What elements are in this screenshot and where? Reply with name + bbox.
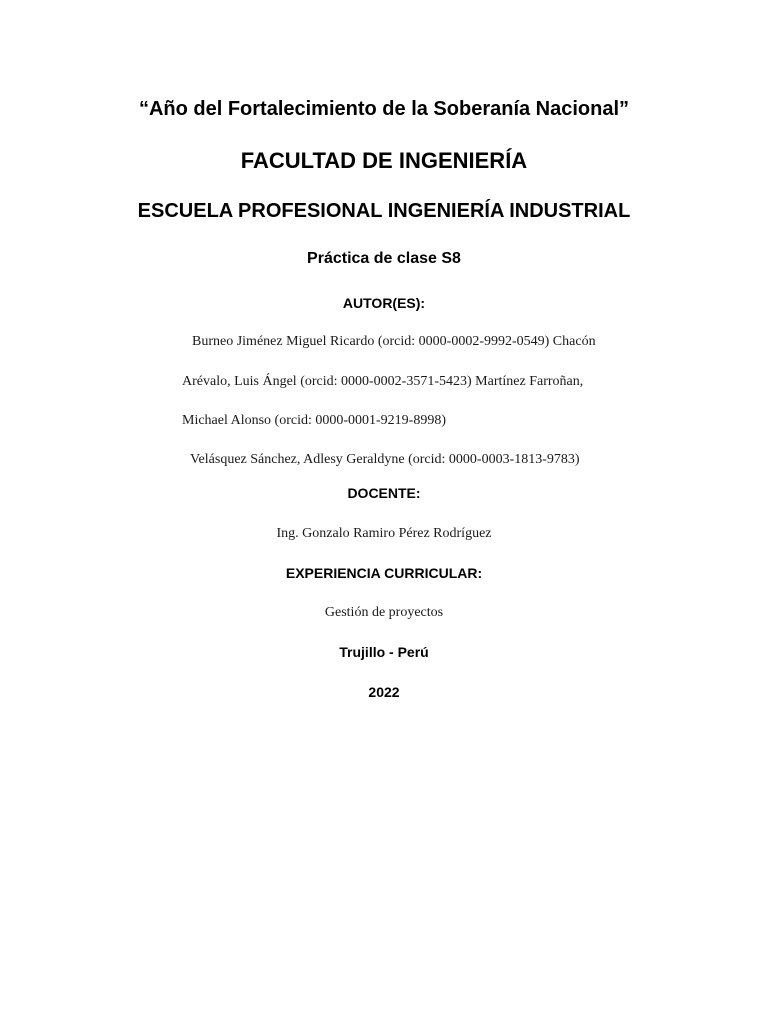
docente-name: Ing. Gonzalo Ramiro Pérez Rodríguez — [276, 526, 492, 541]
author-line: Arévalo, Luis Ángel (orcid: 0000-0002-3571-5423) Martínez Farroñan, — [182, 374, 584, 389]
place-label: Trujillo - Perú — [339, 644, 429, 660]
author-line: Velásquez Sánchez, Adlesy Geraldyne (orcid: 0000-0003-1813-9783) — [190, 452, 580, 467]
school-title: ESCUELA PROFESIONAL INGENIERÍA INDUSTRIAL — [137, 200, 631, 222]
authors-label: AUTOR(ES): — [342, 295, 426, 311]
practice-title: Práctica de clase S8 — [307, 250, 461, 267]
year-label: 2022 — [368, 684, 400, 700]
faculty-title: FACULTAD DE INGENIERÍA — [240, 148, 528, 173]
motto-heading: “Año del Fortalecimiento de la Soberanía Nacional” — [138, 98, 630, 120]
experiencia-label: EXPERIENCIA CURRICULAR: — [285, 565, 483, 581]
author-line: Michael Alonso (orcid: 0000-0001-9219-8998) — [182, 413, 447, 428]
docente-label: DOCENTE: — [347, 485, 421, 501]
author-line: Burneo Jiménez Miguel Ricardo (orcid: 0000-0002-9992-0549) Chacón — [192, 334, 596, 349]
course-name: Gestión de proyectos — [324, 605, 444, 620]
